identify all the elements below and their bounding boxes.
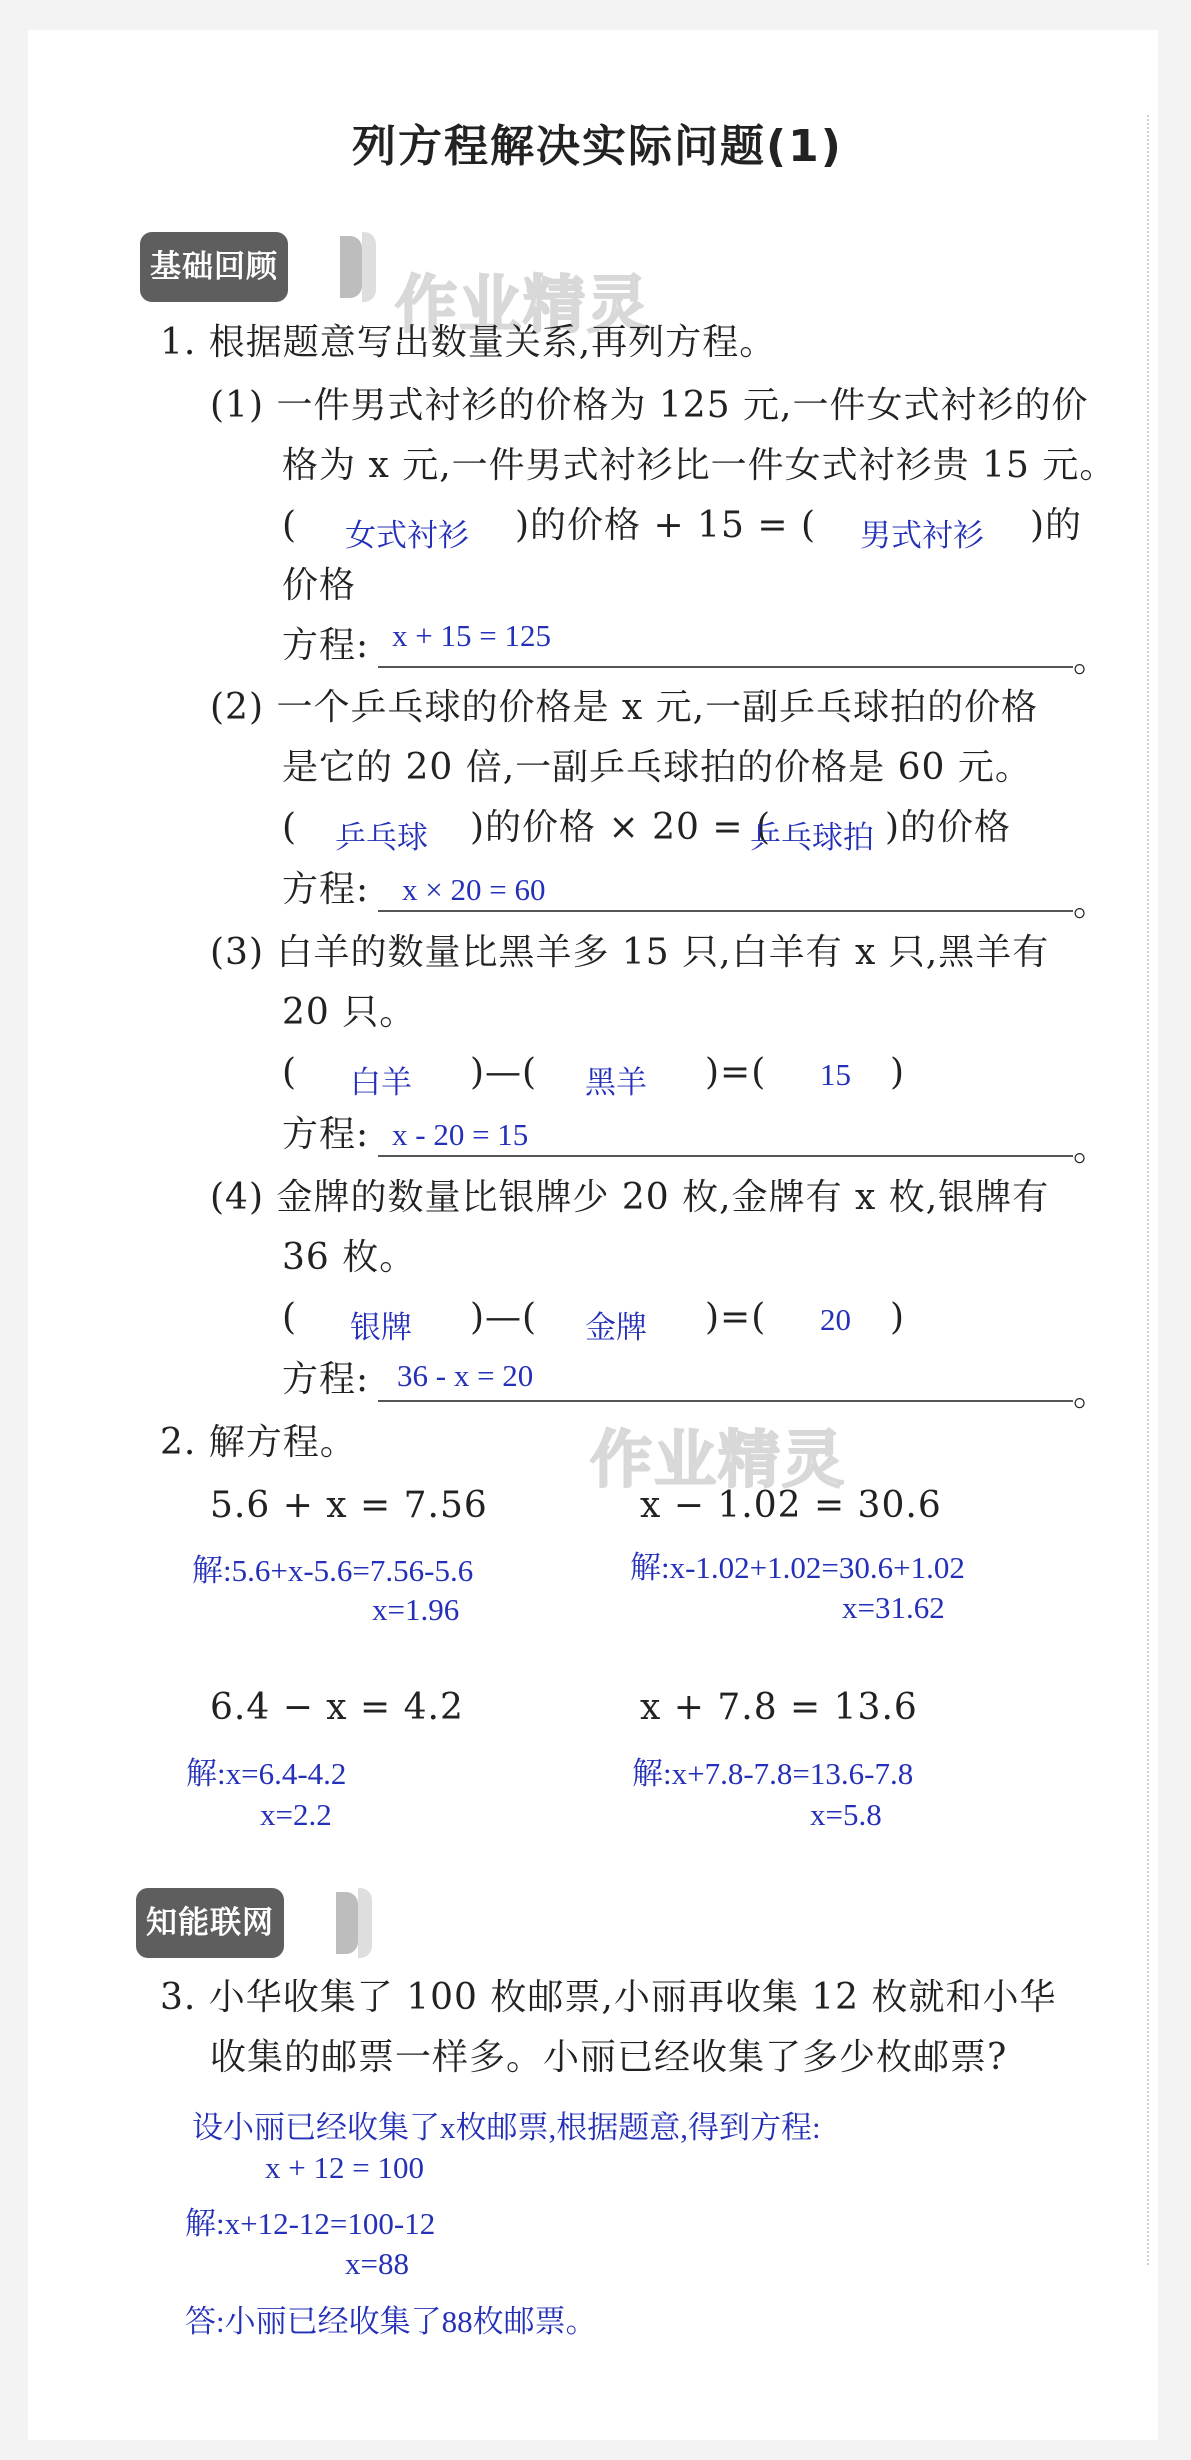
- q1-part3-fill-c: 15: [820, 1057, 851, 1092]
- equation-label: 方程:: [282, 1114, 370, 1155]
- q1-part1-close: )的: [1030, 505, 1083, 546]
- margin-dotted-line: [1147, 115, 1149, 2265]
- answer-line: [378, 1400, 1073, 1402]
- q2-d-problem: x + 7.8 = 13.6: [640, 1687, 918, 1728]
- period: 。: [1073, 1373, 1111, 1414]
- q1-part3-line1: (3) 白羊的数量比黑羊多 15 只,白羊有 x 只,黑羊有: [210, 932, 1050, 973]
- q1-part3-mid1: )—(: [470, 1052, 538, 1093]
- period: 。: [1073, 1128, 1111, 1169]
- q1-part4-line1: (4) 金牌的数量比银牌少 20 枚,金牌有 x 枚,银牌有: [210, 1177, 1050, 1218]
- q2-a-problem: 5.6 + x = 7.56: [210, 1485, 488, 1526]
- q1-part1-fill-b: 男式衬衫: [860, 518, 984, 553]
- period: 。: [1073, 639, 1111, 680]
- q1-part4-fill-a: 银牌: [350, 1310, 412, 1345]
- q1-part1-equation: x + 15 = 125: [392, 618, 551, 653]
- q1-part2-open: (: [282, 807, 298, 848]
- q1-part1-line2: 格为 x 元,一件男式衬衫比一件女式衬衫贵 15 元。: [282, 445, 1117, 486]
- q1-part3-equation: x - 20 = 15: [392, 1117, 529, 1152]
- q3-answer-solve: 解:x+12-12=100-12: [185, 2206, 436, 2241]
- q3-answer-equation: x + 12 = 100: [265, 2150, 424, 2185]
- q1-part4-open: (: [282, 1297, 298, 1338]
- section-header-connect: [136, 1888, 396, 1958]
- q3-answer-conclusion: 答:小丽已经收集了88枚邮票。: [185, 2304, 597, 2339]
- section-label: 知能联网: [136, 1888, 284, 1958]
- q2-c-step2: x=2.2: [260, 1797, 332, 1832]
- answer-line: [378, 666, 1073, 668]
- section-label: 基础回顾: [140, 232, 288, 302]
- q1-part2-equation: x × 20 = 60: [402, 872, 546, 907]
- q1-part2-close: )的价格: [885, 807, 1012, 848]
- q1-part3-line2: 20 只。: [282, 992, 417, 1033]
- q1-part4-mid2: )=(: [705, 1297, 767, 1338]
- equation-label: 方程:: [282, 625, 370, 666]
- q1-part2-fill-a: 乒乓球: [335, 820, 428, 855]
- q2-b-step2: x=31.62: [842, 1590, 945, 1625]
- q2-a-step2: x=1.96: [372, 1592, 460, 1627]
- answer-line: [378, 910, 1073, 912]
- q2-b-step1: 解:x-1.02+1.02=30.6+1.02: [630, 1550, 965, 1585]
- q1-part4-close: ): [890, 1297, 906, 1338]
- section-header-basic: [140, 232, 400, 302]
- equation-label: 方程:: [282, 869, 370, 910]
- q1-part4-fill-c: 20: [820, 1302, 851, 1337]
- page-title: 列方程解决实际问题(1): [352, 121, 843, 172]
- q1-part1-tail: 价格: [282, 565, 357, 606]
- question-3-line1: 3. 小华收集了 100 枚邮票,小丽再收集 12 枚就和小华: [160, 1977, 1057, 2018]
- question-3-line2: 收集的邮票一样多。小丽已经收集了多少枚邮票?: [210, 2037, 1008, 2078]
- watermark: 作业精灵: [395, 268, 652, 341]
- q1-part3-mid2: )=(: [705, 1052, 767, 1093]
- q1-part2-mid: )的价格 × 20 = (: [470, 807, 772, 848]
- period: 。: [1073, 883, 1111, 924]
- q3-answer-setup: 设小丽已经收集了x枚邮票,根据题意,得到方程:: [192, 2110, 821, 2145]
- q1-part3-fill-a: 白羊: [350, 1065, 412, 1100]
- watermark: 作业精灵: [590, 1423, 847, 1496]
- q1-part4-equation: 36 - x = 20: [397, 1358, 534, 1393]
- question-1-stem: 1. 根据题意写出数量关系,再列方程。: [160, 322, 777, 363]
- q1-part1-fill-a: 女式衬衫: [345, 518, 469, 553]
- q2-a-step1: 解:5.6+x-5.6=7.56-5.6: [192, 1553, 474, 1588]
- q1-part3-fill-b: 黑羊: [585, 1065, 647, 1100]
- q2-b-problem: x − 1.02 = 30.6: [640, 1485, 942, 1526]
- question-2-stem: 2. 解方程。: [160, 1422, 357, 1463]
- q1-part1-line1: (1) 一件男式衬衫的价格为 125 元,一件女式衬衫的价: [210, 385, 1089, 426]
- q3-answer-result: x=88: [345, 2246, 409, 2281]
- q1-part2-fill-b: 乒乓球拍: [750, 820, 874, 855]
- q1-part1-open: (: [282, 505, 298, 546]
- q1-part2-line1: (2) 一个乒乓球的价格是 x 元,一副乒乓球拍的价格: [210, 687, 1039, 728]
- q1-part3-close: ): [890, 1052, 906, 1093]
- q1-part3-open: (: [282, 1052, 298, 1093]
- q1-part2-line2: 是它的 20 倍,一副乒乓球拍的价格是 60 元。: [282, 747, 1032, 788]
- q2-c-problem: 6.4 − x = 4.2: [210, 1687, 464, 1728]
- answer-line: [378, 1155, 1073, 1157]
- q2-c-step1: 解:x=6.4-4.2: [186, 1756, 347, 1791]
- q1-part1-mid: )的价格 + 15 = (: [515, 505, 817, 546]
- q1-part4-mid1: )—(: [470, 1297, 538, 1338]
- q1-part4-fill-b: 金牌: [585, 1310, 647, 1345]
- q2-d-step2: x=5.8: [810, 1797, 882, 1832]
- q2-d-step1: 解:x+7.8-7.8=13.6-7.8: [632, 1756, 914, 1791]
- equation-label: 方程:: [282, 1359, 370, 1400]
- q1-part4-line2: 36 枚。: [282, 1237, 417, 1278]
